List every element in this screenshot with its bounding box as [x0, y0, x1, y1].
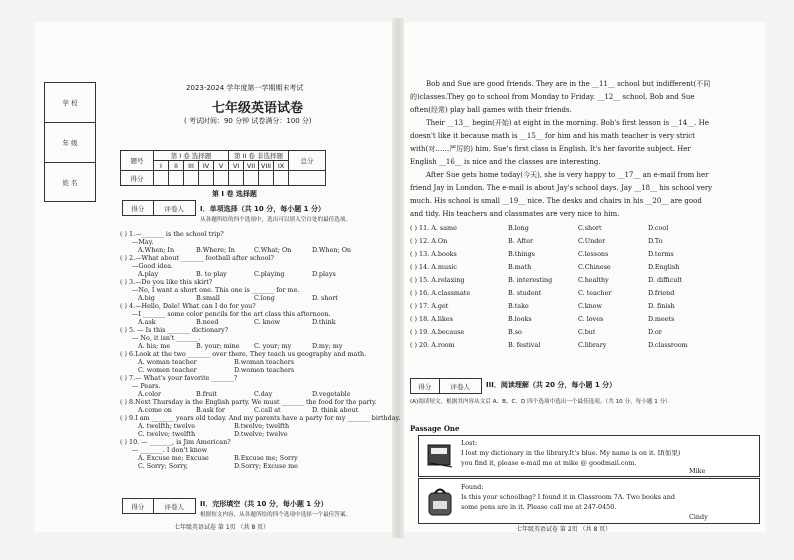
- score-cell[interactable]: [274, 171, 289, 186]
- question-response: — _______. I don't know: [132, 446, 208, 454]
- answer-option[interactable]: B.Where; In: [196, 246, 235, 254]
- cloze-question: ( ) 19. A.because: [410, 328, 465, 336]
- cloze-option[interactable]: D.To: [648, 237, 663, 245]
- answer-option[interactable]: B.ask for: [196, 406, 225, 414]
- score-cell[interactable]: [199, 171, 214, 186]
- score-label: 得分: [411, 379, 440, 393]
- grader-box: [122, 498, 196, 514]
- score-cell[interactable]: [154, 171, 169, 186]
- score-table: [120, 150, 326, 186]
- grader-box: [122, 200, 196, 216]
- found-line-1: Is this your schoolbag? I found it in Classroom 7A. Two books and: [461, 493, 675, 501]
- answer-option[interactable]: C. your; my: [254, 342, 292, 350]
- cloze-option[interactable]: D. difficult: [648, 276, 682, 284]
- answer-option[interactable]: B.need: [196, 318, 219, 326]
- answer-option[interactable]: D.my; my: [312, 342, 343, 350]
- cloze-option[interactable]: D.friend: [648, 289, 675, 297]
- passage-line: with(对……严厉的) him. Sue's first class is English. It's her favorite subject. Her: [410, 145, 691, 153]
- cloze-question: ( ) 16. A.classmate: [410, 289, 471, 297]
- passage-line: doesn't like it because math is __15__ for him and his math teacher is very strict: [410, 132, 695, 140]
- page-gutter: [392, 18, 404, 538]
- question-stem: ( ) 10. — _______, is Jim American?: [120, 438, 231, 446]
- question-stem: ( ) 4.—Hello, Dale! What can I do for you?: [120, 302, 256, 310]
- answer-option[interactable]: D.think: [312, 318, 336, 326]
- cloze-option[interactable]: B. festival: [508, 341, 541, 349]
- answer-option[interactable]: C. Sorry; Sorry,: [138, 462, 188, 470]
- grader-label: 评卷人: [450, 382, 471, 391]
- exam-title: 七年级英语试卷: [212, 101, 304, 116]
- col-num: IX: [274, 161, 289, 171]
- answer-option[interactable]: B.Excuse me; Sorry: [234, 454, 298, 462]
- answer-option[interactable]: A.When; In: [138, 246, 175, 254]
- answer-option[interactable]: B.twelve; twelfth: [234, 422, 290, 430]
- lost-title: Lost:: [461, 439, 478, 447]
- question-response: —Good idea.: [132, 262, 174, 270]
- cloze-option[interactable]: D.cool: [648, 224, 669, 232]
- answer-option[interactable]: D.women teachers: [234, 366, 295, 374]
- page-footer: 七年级英语试卷 第 2页 （共 8 页）: [516, 526, 612, 533]
- score-cell[interactable]: [214, 171, 229, 186]
- answer-option[interactable]: C.long: [254, 294, 275, 302]
- cloze-option[interactable]: B. student: [508, 289, 542, 297]
- answer-option[interactable]: D.twelve; twelve: [234, 430, 288, 438]
- cloze-question: ( ) 14. A.music: [410, 263, 457, 271]
- score-cell[interactable]: [169, 171, 184, 186]
- cloze-question: ( ) 15. A.relaxing: [410, 276, 465, 284]
- question-stem: ( ) 7.— What's your favorite _______?: [120, 374, 238, 382]
- left-page: [34, 22, 401, 532]
- passage-line: Their __13__ begin(开始) at eight in the morning. Bob's first lesson is __14__. He: [426, 119, 709, 127]
- section-header: 第 I 卷 选择题: [212, 190, 257, 198]
- cloze-option[interactable]: D.meets: [648, 315, 675, 323]
- col-num: V: [214, 161, 229, 171]
- col-num: IV: [199, 161, 214, 171]
- question-response: —No, I want a short one. This one is _______ for me.: [132, 286, 300, 294]
- col-num: VIII: [259, 161, 274, 171]
- cloze-option[interactable]: B.long: [508, 224, 529, 232]
- found-line-2: some pens are in it. Please call me at 247-0450.: [461, 503, 617, 511]
- found-title: Found:: [461, 483, 484, 491]
- answer-option[interactable]: A.play: [138, 270, 159, 278]
- part1-header: 第 I 卷 选择题: [154, 151, 229, 161]
- cloze-option[interactable]: D. finish: [648, 302, 675, 310]
- cloze-option[interactable]: B.take: [508, 302, 529, 310]
- exam-term: 2023-2024 学年度第一学期期末考试: [186, 84, 304, 92]
- passage-line: English __16__ is nice and the classes are interesting.: [410, 158, 601, 166]
- score-row-label: 得分: [121, 171, 154, 186]
- found-notice: [418, 478, 760, 524]
- score-label: 得分: [123, 201, 154, 215]
- answer-option[interactable]: D.When; On: [312, 246, 352, 254]
- question-stem: ( ) 9.I am _______ years old today. And my parents have a party for my _______ birthday.: [120, 414, 401, 422]
- grader-label: 评卷人: [164, 502, 185, 511]
- schoolbag-icon: [425, 485, 455, 517]
- answer-option[interactable]: A.color: [138, 390, 162, 398]
- grader-box: [410, 378, 482, 394]
- question-stem: ( ) 6.Look at the two _______ over there. They teach us geography and math.: [120, 350, 367, 358]
- cloze-option[interactable]: C.healthy: [578, 276, 609, 284]
- part1-instructions: 从各题所给的四个选项中，选出可以填入空白处的最佳选项。: [200, 217, 352, 223]
- cloze-option[interactable]: C.but: [578, 328, 596, 336]
- cloze-option[interactable]: B.so: [508, 328, 522, 336]
- question-stem: ( ) 1.—_______ is the school trip?: [120, 230, 224, 238]
- answer-option[interactable]: B. your; mine: [196, 342, 240, 350]
- answer-option[interactable]: A.come on: [138, 406, 172, 414]
- answer-option[interactable]: A. Excuse me; Excuse: [138, 454, 209, 462]
- part3-title: III．阅读理解（共 20 分，每小题 1 分）: [486, 381, 617, 389]
- grade-label: 年 级: [45, 123, 95, 163]
- answer-option[interactable]: B.woman teachers: [234, 358, 295, 366]
- passage-line: often(经常) play ball games with their friends.: [410, 106, 572, 114]
- answer-option[interactable]: D. short: [312, 294, 338, 302]
- cloze-option[interactable]: D.terms: [648, 250, 674, 258]
- part2-instructions: 根据短文内容，从各题所给的四个选项中选择一个最佳答案。: [200, 512, 352, 518]
- answer-option[interactable]: C.day: [254, 390, 273, 398]
- book-icon: [425, 441, 455, 469]
- passage-line: and tidy. His teachers and classmates are very nice to him.: [410, 210, 620, 218]
- right-page: [404, 22, 766, 532]
- page-footer: 七年级英语试卷 第 1页 （共 8 页）: [174, 524, 270, 531]
- question-response: — No, it isn't _______.: [132, 334, 201, 342]
- col-num: II: [169, 161, 184, 171]
- score-table-header: 题号: [121, 151, 154, 171]
- col-num: I: [154, 161, 169, 171]
- passage-line: 的)classes.They go to school from Monday to Friday. __12__ school, Bob and Sue: [410, 93, 695, 101]
- passage-line: much. His school is small __19__ nice. The desks and chairs in his __20__ are good: [410, 197, 702, 205]
- cloze-question: ( ) 12. A.On: [410, 237, 448, 245]
- answer-option[interactable]: B.small: [196, 294, 220, 302]
- score-cell[interactable]: [184, 171, 199, 186]
- cloze-question: ( ) 11. A. same: [410, 224, 457, 232]
- answer-option[interactable]: C. twelve; twelfth: [138, 430, 196, 438]
- question-stem: ( ) 5. — Is this _______ dictionary?: [120, 326, 229, 334]
- cloze-option[interactable]: C. teacher: [578, 289, 612, 297]
- total-header: 总分: [289, 151, 326, 171]
- score-cell[interactable]: [244, 171, 259, 186]
- passage-line: friend Jay in London. The e-mail is about Jay's school days. Jay __18__ his school very: [410, 184, 713, 192]
- answer-option[interactable]: D.plays: [312, 270, 336, 278]
- question-response: — Pears.: [132, 382, 161, 390]
- school-label: 学 校: [45, 83, 95, 123]
- col-num: III: [184, 161, 199, 171]
- cloze-option[interactable]: B.looks: [508, 315, 532, 323]
- part1-title: I．单项选择（共 10 分，每小题 1 分）: [200, 205, 325, 213]
- cloze-question: ( ) 18. A.likes: [410, 315, 453, 323]
- answer-option[interactable]: A. woman teacher: [138, 358, 197, 366]
- cloze-option[interactable]: C.short: [578, 224, 602, 232]
- question-stem: ( ) 2.—What about _______ football after school?: [120, 254, 274, 262]
- cloze-option[interactable]: D.English: [648, 263, 680, 271]
- part2-header: 第 II 卷 非选择题: [229, 151, 289, 161]
- part3-instructions: (A)阅读短文，根据其内容从文后 A、B、C、D 四个选项中选出一个最佳选项。（共 10 分，每小题 1 分）: [410, 399, 671, 405]
- answer-option[interactable]: C. women teacher: [138, 366, 197, 374]
- cloze-option[interactable]: B.math: [508, 263, 532, 271]
- question-stem: ( ) 8.Next Thursday is the English party. We must _______ the food for the party.: [120, 398, 377, 406]
- cloze-option[interactable]: D.classroom: [648, 341, 688, 349]
- cloze-option[interactable]: B. After: [508, 237, 534, 245]
- found-signature: Cindy: [689, 513, 708, 521]
- answer-option[interactable]: A.big: [138, 294, 155, 302]
- question-stem: ( ) 3.—Do you like this skirt?: [120, 278, 213, 286]
- cloze-question: ( ) 13. A.books: [410, 250, 457, 258]
- answer-option[interactable]: D.vegetable: [312, 390, 351, 398]
- cloze-option[interactable]: C.Under: [578, 237, 606, 245]
- name-label: 姓 名: [62, 179, 78, 187]
- question-response: —May.: [132, 238, 154, 246]
- col-num: VII: [244, 161, 259, 171]
- answer-option[interactable]: D. think about: [312, 406, 359, 414]
- score-cell[interactable]: [259, 171, 274, 186]
- part2-title: II．完形填空（共 10 分，每小题 1 分）: [200, 500, 328, 508]
- cloze-option[interactable]: B. interesting: [508, 276, 553, 284]
- cloze-question: ( ) 17. A.get: [410, 302, 449, 310]
- cloze-option[interactable]: B.things: [508, 250, 535, 258]
- student-info-box: [44, 82, 96, 202]
- answer-option[interactable]: C.call at: [254, 406, 281, 414]
- lost-line-1: I lost my dictionary in the library.It's blue. My name is on it. If(如果): [461, 449, 681, 457]
- lost-signature: Mike: [689, 467, 706, 475]
- answer-option[interactable]: C.playing: [254, 270, 285, 278]
- lost-notice: [418, 435, 760, 477]
- passage-line: Bob and Sue are good friends. They are in the __11__ school but indifferent(不同: [426, 80, 711, 88]
- answer-option[interactable]: A. twelfth; twelve: [138, 422, 196, 430]
- answer-option[interactable]: D.Sorry; Excuse me: [234, 462, 298, 470]
- passage-line: After Sue gets home today(今天), she is very happy to __17__ an e-mail from her: [426, 171, 709, 179]
- cloze-question: ( ) 20. A.room: [410, 341, 455, 349]
- score-label: 得分: [123, 499, 154, 513]
- cloze-option[interactable]: D.or: [648, 328, 662, 336]
- exam-meta: ( 考试时间：90 分钟 试卷满分：100 分): [184, 117, 312, 125]
- col-num: VI: [229, 161, 244, 171]
- passage-one-label: Passage One: [410, 424, 460, 433]
- grader-label: 评卷人: [164, 204, 185, 213]
- cloze-option[interactable]: C.library: [578, 341, 607, 349]
- cloze-option[interactable]: C.lessons: [578, 250, 609, 258]
- answer-option[interactable]: A. his; me: [138, 342, 171, 350]
- answer-option[interactable]: B.fruit: [196, 390, 217, 398]
- score-cell[interactable]: [289, 171, 326, 186]
- score-cell[interactable]: [229, 171, 244, 186]
- answer-option[interactable]: A.ask: [138, 318, 156, 326]
- answer-option[interactable]: C. know: [254, 318, 281, 326]
- cloze-option[interactable]: C.Chinese: [578, 263, 611, 271]
- lost-line-2: you find it, please e-mail me at mike @ goodmail.com.: [461, 459, 637, 467]
- answer-option[interactable]: C.What; On: [254, 246, 292, 254]
- answer-option[interactable]: B. to play: [196, 270, 227, 278]
- cloze-option[interactable]: C.know: [578, 302, 602, 310]
- question-response: —I _______ some color pencils for the art class this afternoon.: [132, 310, 331, 318]
- cloze-option[interactable]: C. loves: [578, 315, 604, 323]
